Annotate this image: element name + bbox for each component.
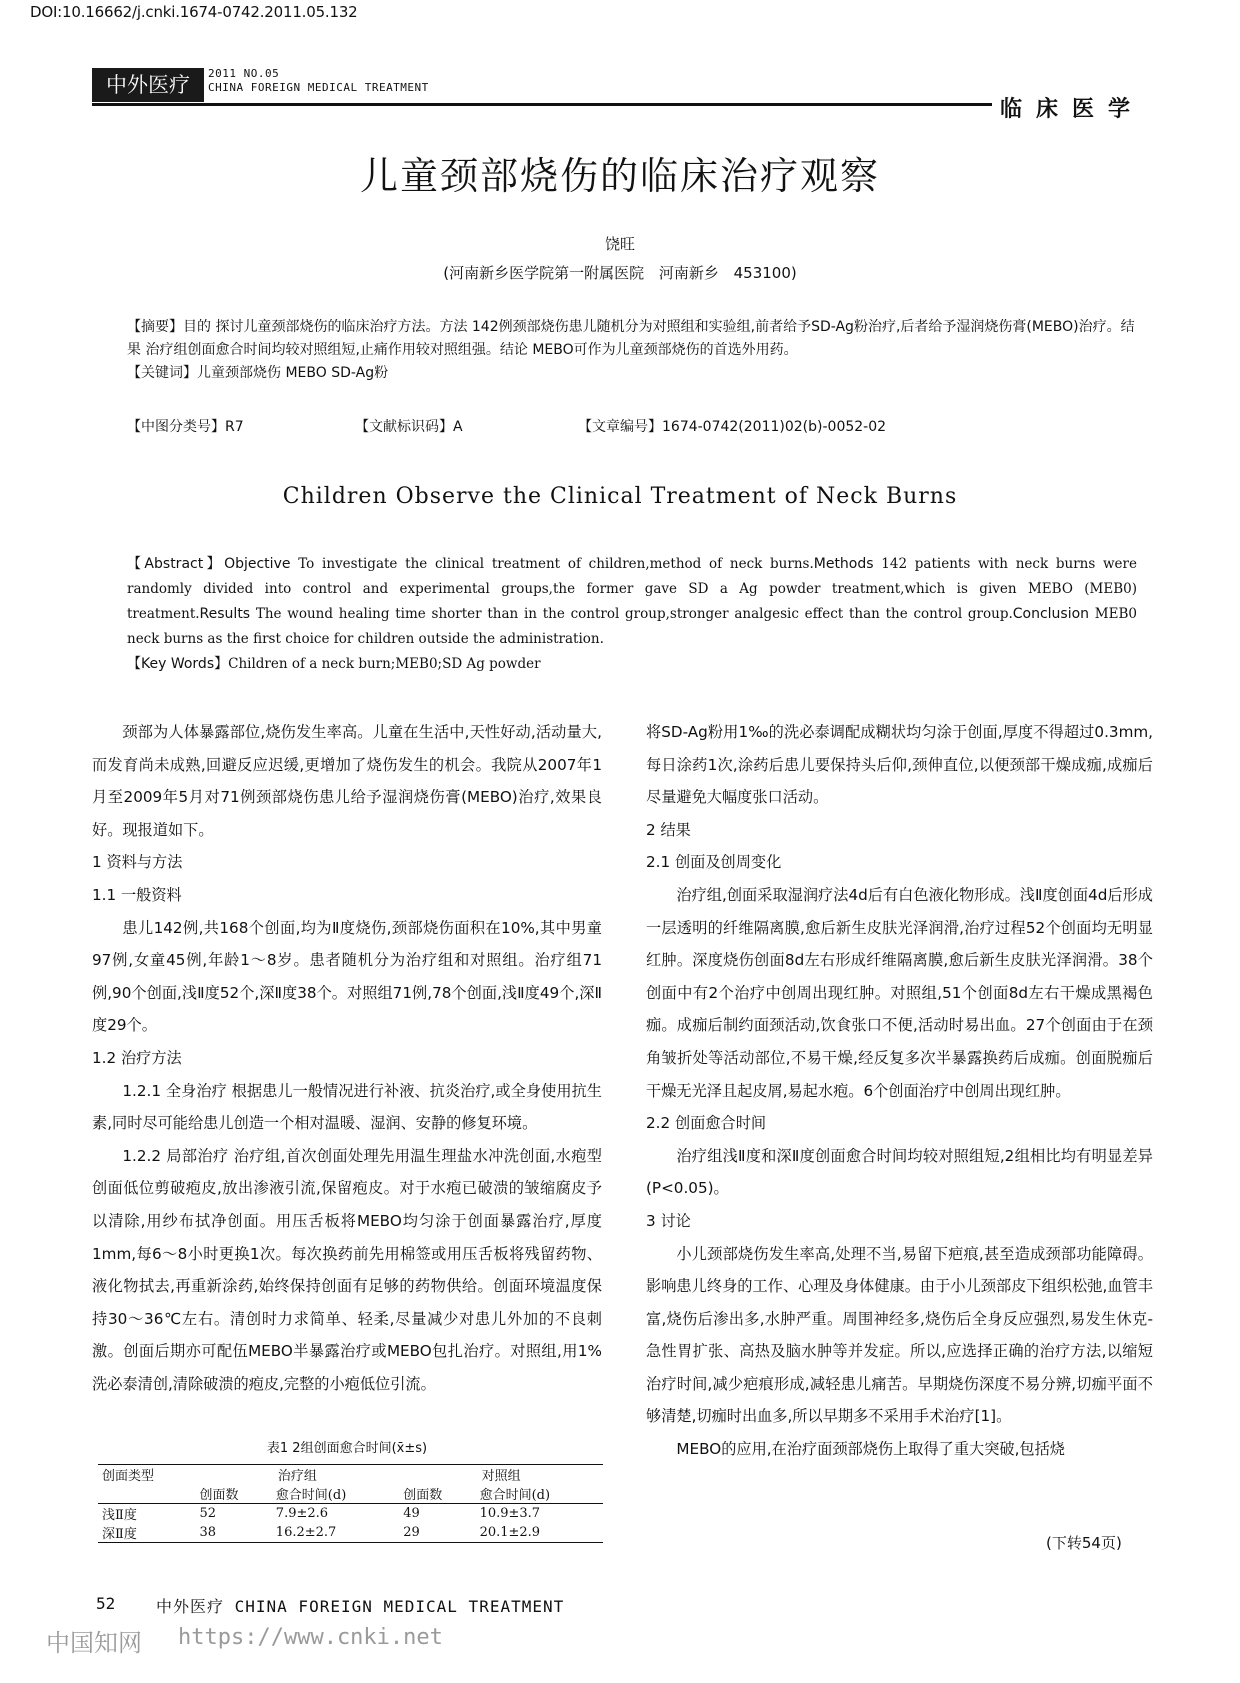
objective-label: Objective [224,556,291,572]
footer-journal: 中外医疗 CHINA FOREIGN MEDICAL TREATMENT [156,1597,565,1616]
keywords-en-label: 【Key Words】 [127,656,229,672]
doi-line: DOI:10.16662/j.cnki.1674-0742.2011.05.132 [30,3,358,21]
conclusion-text: MEB0 neck burns as the first choice for children outside the administration. [127,606,1137,647]
conclusion-label: Conclusion [1012,606,1090,622]
article-number: 【文章编号】1674-0742(2011)02(b)-0052-02 [578,419,887,435]
table-row [98,1523,603,1543]
healing-time-paragraph: 治疗组浅Ⅱ度和深Ⅱ度创面愈合时间均较对照组短,2组相比均有明显差异(P<0.05)。 [646,1146,1153,1198]
heading-discussion: 3 讨论 [646,1211,691,1230]
general-data-paragraph: 患儿142例,共168个创面,均为Ⅱ度烧伤,颈部烧伤面积在10%,其中男童97例,女童45例,年龄1～8岁。患者随机分为治疗组和对照组。治疗组71例,90个创面,浅Ⅱ度52个,深Ⅱ度38个。对照组71例,78个创面,浅Ⅱ度49个,深Ⅱ度29个。 [92,918,602,1035]
table-cell: 16.2±2.7 [272,1523,399,1543]
page-number: 52 [96,1594,116,1613]
control-treatment-paragraph: 将SD-Ag粉用1‰的洗必泰调配成糊状均匀涂于创面,厚度不得超过0.3mm,每日涂药1次,涂药后患儿要保持头后仰,颈伸直位,以便颈部干燥成痂,成痂后尽量避免大幅度张口活动。 [646,723,1153,807]
issue-info [208,67,429,95]
abstract-text: 【摘要】目的 探讨儿童颈部烧伤的临床治疗方法。方法 142例颈部烧伤患儿随机分为对照组和实验组,前者给予SD-Ag粉治疗,后者给予湿润烧伤膏(MEBO)治疗。结果 治疗组创面愈合时间均较对照组短,止痛作用较对照组强。结论 MEBO可作为儿童颈部烧伤的首选外用药。 [127,319,1135,358]
table-header-treatment: 治疗组 [195,1465,399,1485]
objective-text: To investigate the clinical treatment of children,method of neck burns. [290,556,814,572]
heading-materials-methods: 1 资料与方法 [92,853,183,872]
journal-logo: 中外医疗 [92,68,204,102]
table-cell: 7.9±2.6 [275,1506,329,1521]
heading-treatment: 1.2 治疗方法 [92,1048,182,1067]
systemic-treatment-paragraph: 1.2.1 全身治疗 根据患儿一般情况进行补液、抗炎治疗,或全身使用抗生素,同时尽可能给患儿创造一个相对温暖、湿润、安静的修复环境。 [92,1081,602,1133]
cnki-url-watermark: https://www.cnki.net [178,1625,443,1650]
affiliation: (河南新乡医学院第一附属医院 河南新乡 453100) [443,264,797,282]
results-text: The wound healing time shorter than in the control group,stronger analgesic effect than the control group. [250,606,1013,622]
keywords-en: Children of a neck burn;MEB0;SD Ag powder [228,656,541,672]
methods-label: Methods [813,556,874,572]
table-sub-count: 创面数 [399,1484,475,1504]
author: 饶旺 [604,235,635,253]
table-sub-count: 创面数 [195,1484,271,1504]
table-cell: 49 [403,1506,420,1521]
wound-changes-paragraph: 治疗组,创面采取湿润疗法4d后有白色液化物形成。浅Ⅱ度创面4d后形成一层透明的纤维隔离膜,愈后新生皮肤光泽润滑,治疗过程52个创面均无明显红肿。深度烧伤创面8d左右形成纤维隔离膜,愈后新生皮肤光泽润滑。38个创面中有2个治疗中创周出现红肿。对照组,51个创面8d左右干燥成黑褐色痂。成痂后制约面颈活动,饮食张口不便,活动时易出血。27个创面由于在颈角皱折处等活动部位,不易干燥,经反复多次半暴露换药后成痂。创面脱痂后干燥无光泽且起皮屑,易起水疱。6个创面治疗中创周出现红肿。 [646,885,1153,1100]
table-cell: 深Ⅱ度 [98,1523,195,1543]
clc-number: 【中图分类号】R7 [127,419,244,435]
journal-english-name: CHINA FOREIGN MEDICAL TREATMENT [208,81,429,94]
keywords-cn: 【关键词】儿童颈部烧伤 MEBO SD-Ag粉 [127,365,389,381]
results-label: Results [199,606,251,622]
methods-text: 142 patients with neck burns were randomly divided into control and experimental groups,the former gave SD a Ag powder treatment,which is given MEBO (MEB0) treatment. [127,556,1137,622]
chinese-abstract [127,316,1137,385]
heading-general-data: 1.1 一般资料 [92,885,182,904]
english-title: Children Observe the Clinical Treatment of Neck Burns [282,484,958,509]
local-treatment-paragraph: 1.2.2 局部治疗 治疗组,首次创面处理先用温生理盐水冲洗创面,水疱型创面低位剪破疱皮,放出渗液引流,保留疱皮。对于水疱已破溃的皱缩腐皮予以清除,用纱布拭净创面。用压舌板将MEBO均匀涂于创面暴露治疗,厚度1mm,每6～8小时更换1次。每次换药前先用棉签或用压舌板将残留药物、液化物拭去,再重新涂药,始终保持创面有足够的药物供给。创面环境温度保持30～36℃左右。清创时力求简单、轻柔,尽量减少对患儿外加的不良刺激。创面后期亦可配伍MEBO半暴露治疗或MEBO包扎治疗。对照组,用1%洗必泰清创,清除破溃的疱皮,完整的小疱低位引流。 [92,1146,602,1393]
table-header-control: 对照组 [399,1465,603,1485]
table-caption: 表1 2组创面愈合时间(x̄±s) [266,1441,428,1456]
header-rule [92,103,992,106]
heading-healing-time: 2.2 创面愈合时间 [646,1114,767,1133]
document-code: 【文献标识码】A [355,419,463,435]
table-cell: 20.1±2.9 [476,1523,603,1543]
intro-paragraph: 颈部为人体暴露部位,烧伤发生率高。儿童在生活中,天性好动,活动量大,而发育尚未成熟,回避反应迟缓,更增加了烧伤发生的机会。我院从2007年1月至2009年5月对71例颈部烧伤患儿给予湿润烧伤膏(MEBO)治疗,效果良好。现报道如下。 [92,723,602,839]
cnki-watermark: 中国知网 [46,1629,142,1657]
table-row [98,1504,603,1524]
section-label: 临床医学 [1000,97,1145,122]
table-sub-time: 愈合时间(d) [476,1484,603,1504]
mebo-paragraph: MEBO的应用,在治疗面颈部烧伤上取得了重大突破,包括烧 [676,1440,1065,1459]
table-cell: 29 [399,1523,475,1543]
discussion-paragraph: 小儿颈部烧伤发生率高,处理不当,易留下疤痕,甚至造成颈部功能障碍。影响患儿终身的工作、心理及身体健康。由于小儿颈部皮下组织松弛,血管丰富,烧伤后渗出多,水肿严重。周围神经多,烧伤后全身反应强烈,易发生休克-急性胃扩张、高热及脑水肿等并发症。所以,应选择正确的治疗方法,以缩短治疗时间,减少疤痕形成,减轻患儿痛苦。早期烧伤深度不易分辨,切痂平面不够清楚,切痂时出血多,所以早期多不采用手术治疗[1]。 [646,1244,1153,1426]
table-sub-time: 愈合时间(d) [272,1484,399,1504]
heading-wound-changes: 2.1 创面及创周变化 [646,853,782,872]
heading-results: 2 结果 [646,820,691,839]
abstract-label: 【Abstract】 [127,556,225,572]
table-cell: 10.9±3.7 [479,1506,541,1521]
table-cell: 浅Ⅱ度 [102,1508,137,1523]
table-header-type: 创面类型 [98,1465,195,1485]
table-cell: 38 [195,1523,271,1543]
healing-time-table [98,1464,603,1543]
article-title: 儿童颈部烧伤的临床治疗观察 [359,154,880,198]
english-abstract [127,552,1137,677]
continued-note: (下转54页) [1046,1534,1122,1552]
issue-number: 2011 NO.05 [208,67,280,80]
table-cell: 52 [199,1506,216,1521]
body-column-right [646,716,1153,1466]
body-column-left [92,716,602,1400]
